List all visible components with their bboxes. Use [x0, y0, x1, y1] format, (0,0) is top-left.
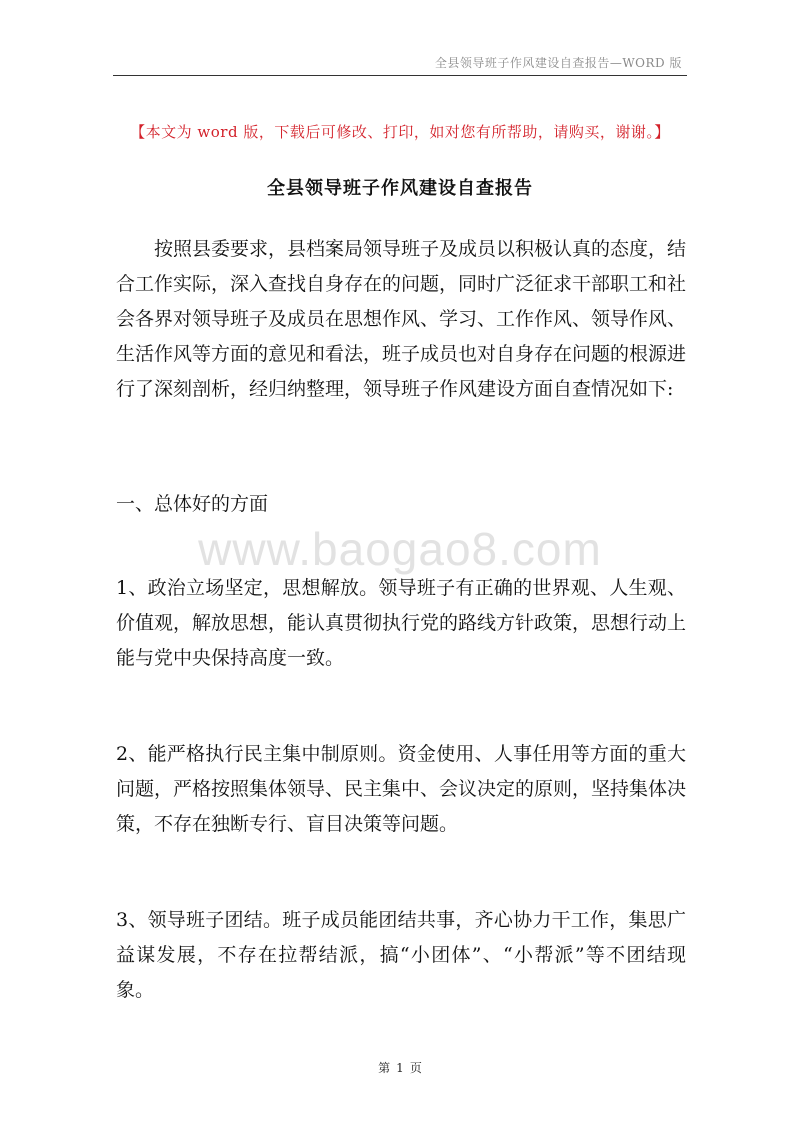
- list-item: 3、领导班子团结。班子成员能团结共事，齐心协力干工作，集思广益谋发展，不存在拉帮结派，搞“小团体”、“小帮派”等不团结现象。: [116, 909, 686, 1001]
- section-heading: 一、总体好的方面: [116, 493, 269, 515]
- intro-paragraph: 按照县委要求，县档案局领导班子及成员以积极认真的态度，结合工作实际，深入查找自身存在的问题，同时广泛征求干部职工和社会各界对领导班子及成员在思想作风、学习、工作作风、领导作风、生活作风等方面的意见和看法，班子成员也对自身存在问题的根源进行了深刻剖析，经归纳整理，领导班子作风建设方面自查情况如下:: [116, 238, 687, 400]
- header-divider: [113, 75, 687, 76]
- list-item: 1、政治立场坚定，思想解放。领导班子有正确的世界观、人生观、价值观，解放思想，能认真贯彻执行党的路线方针政策，思想行动上能与党中央保持高度一致。: [116, 577, 687, 669]
- running-header: 全县领导班子作风建设自查报告—WORD 版: [434, 56, 682, 70]
- page-number: 1: [396, 1061, 404, 1075]
- list-item: 2、能严格执行民主集中制原则。资金使用、人事任用等方面的重大问题，严格按照集体领导、民主集中、会议决定的原则，坚持集体决策，不存在独断专行、盲目决策等问题。: [116, 743, 687, 835]
- page-prefix: 第: [378, 1061, 391, 1075]
- page-suffix: 页: [409, 1061, 422, 1075]
- page-footer: [0, 1059, 800, 1076]
- purchase-notice: 【本文为 word 版，下载后可修改、打印，如对您有所帮助，请购买，谢谢。】: [130, 123, 670, 141]
- document-title: 全县领导班子作风建设自查报告: [267, 178, 533, 199]
- watermark: www.baogao8.com: [198, 523, 602, 575]
